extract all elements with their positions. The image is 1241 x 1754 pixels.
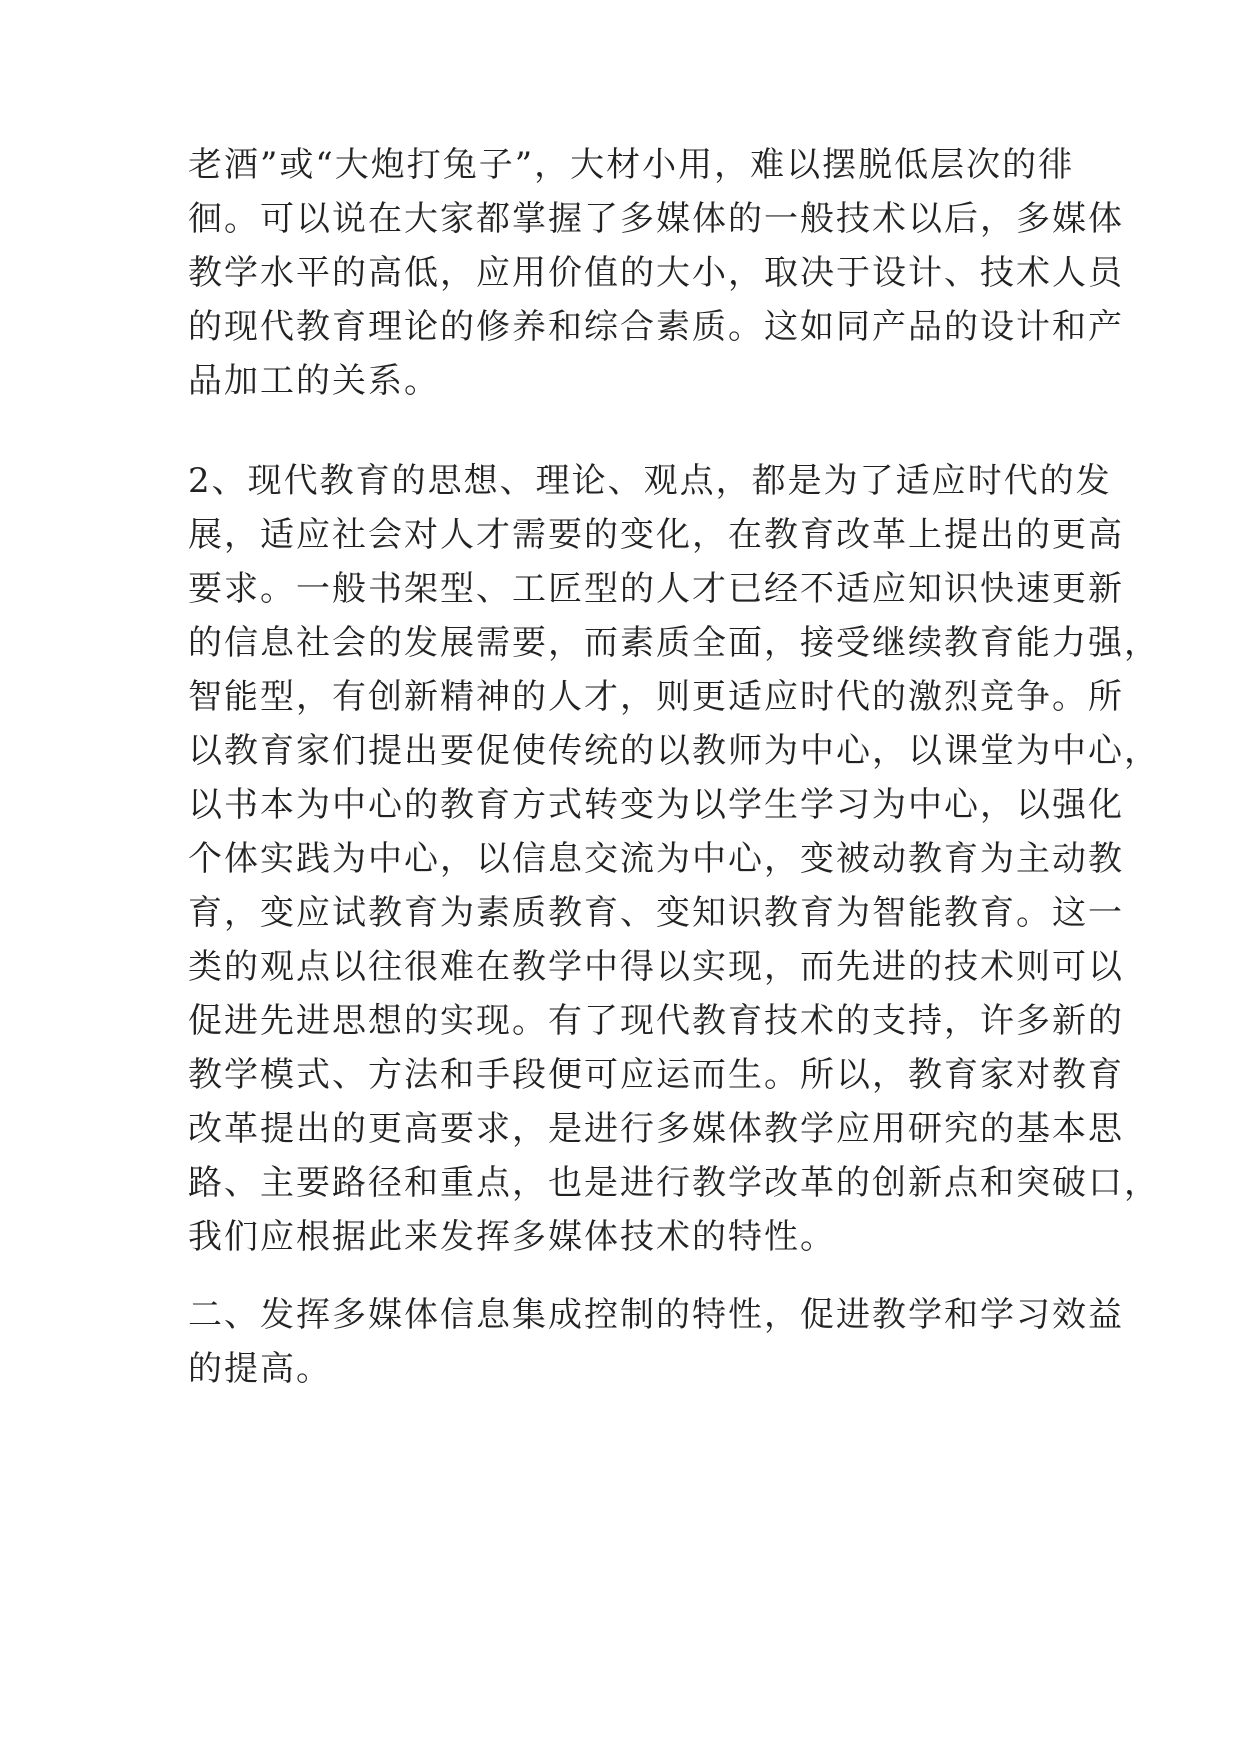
paragraph-line: 教学水平的高低，应用价值的大小，取决于设计、技术人员 [188,253,1124,293]
paragraph-line: 老酒”或“大炮打兔子”，大材小用，难以摆脱低层次的徘 [188,145,1075,185]
paragraph-line: 育，变应试教育为素质教育、变知识教育为智能教育。这一 [188,893,1124,933]
paragraph-line: 改革提出的更高要求，是进行多媒体教学应用研究的基本思 [188,1109,1124,1149]
paragraph-line: 个体实践为中心，以信息交流为中心，变被动教育为主动教 [188,839,1124,879]
paragraph-3 [188,1288,1124,1396]
paragraph-line: 要求。一般书架型、工匠型的人才已经不适应知识快速更新 [188,569,1124,609]
paragraph-line: 的提高。 [188,1349,332,1389]
paragraph-line: 徊。可以说在大家都掌握了多媒体的一般技术以后，多媒体 [188,199,1124,239]
paragraph-line: 品加工的关系。 [188,361,440,401]
paragraph-line: 以教育家们提出要促使传统的以教师为中心，以课堂为中心， [188,731,1160,771]
paragraph-line: 的现代教育理论的修养和综合素质。这如同产品的设计和产 [188,307,1124,347]
paragraph-line: 二、发挥多媒体信息集成控制的特性，促进教学和学习效益 [188,1295,1124,1335]
paragraph-line: 以书本为中心的教育方式转变为以学生学习为中心，以强化 [188,785,1124,825]
paragraph-line: 我们应根据此来发挥多媒体技术的特性。 [188,1217,836,1257]
paragraph-line: 教学模式、方法和手段便可应运而生。所以，教育家对教育 [188,1055,1124,1095]
paragraph-line: 促进先进思想的实现。有了现代教育技术的支持，许多新的 [188,1001,1124,1041]
paragraph-2 [188,454,1160,1264]
paragraph-line: 展，适应社会对人才需要的变化，在教育改革上提出的更高 [188,515,1124,555]
paragraph-line: 的信息社会的发展需要，而素质全面，接受继续教育能力强， [188,623,1160,663]
paragraph-1 [188,138,1124,408]
paragraph-line: 智能型，有创新精神的人才，则更适应时代的激烈竞争。所 [188,677,1124,717]
paragraph-line: 类的观点以往很难在教学中得以实现，而先进的技术则可以 [188,947,1124,987]
paragraph-line: 2、现代教育的思想、理论、观点，都是为了适应时代的发 [188,461,1112,501]
paragraph-line: 路、主要路径和重点，也是进行教学改革的创新点和突破口， [188,1163,1160,1203]
